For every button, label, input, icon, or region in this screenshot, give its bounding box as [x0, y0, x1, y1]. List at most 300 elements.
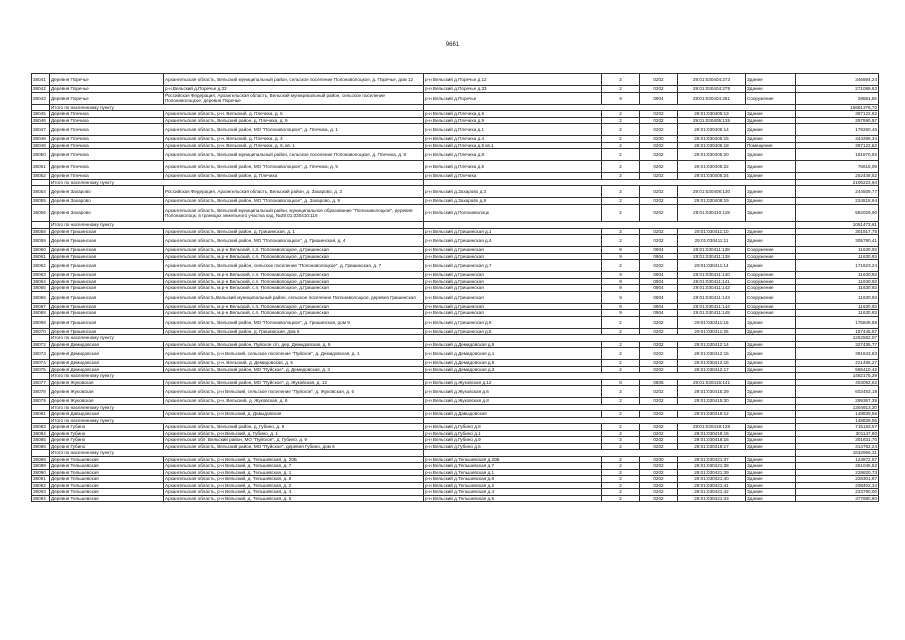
- object-address: Архангельская область, Вельский муниципальный район, сельское поселение Попонаволоцкое, д. Плечиха, д. 8: [164, 149, 424, 161]
- subtotal-label: Итого по населенному пункту: [50, 450, 424, 457]
- object-kind: Здание: [746, 124, 796, 136]
- row-number: 38055: [32, 198, 50, 205]
- settlement-name: Деревня Гришинская: [50, 310, 164, 317]
- code-subgroup: 0202: [640, 198, 678, 205]
- code-group: 2: [602, 328, 640, 335]
- cadastral-value: 565410,42: [796, 366, 879, 373]
- cadastral-value: 76616,09: [796, 161, 879, 173]
- short-address: р-н Вельский д.Гришинская: [424, 285, 602, 292]
- row-number: 38090: [32, 469, 50, 476]
- object-address: Архангельская область, м.р-н Вельский, с.п. Попонаволоцкое, д.Гришинская: [164, 310, 424, 317]
- object-address: Архангельская область,Вельский муниципальный район, сельское поселение Попонаволоцкое, деревня Гришинская: [164, 291, 424, 303]
- code-subgroup: 0202: [640, 476, 678, 483]
- object-kind: Здание: [746, 117, 796, 124]
- table-row: [32, 495, 879, 502]
- settlement-name: Деревня Губино: [50, 443, 164, 450]
- short-address: р-н Вельский д.Гришинская: [424, 303, 602, 310]
- settlement-name: Деревня Гришинская: [50, 253, 164, 260]
- table-row: [32, 92, 879, 104]
- short-address: р-н Вельский д.Плечиха: [424, 173, 602, 180]
- cadastral-value: 11630,93: [796, 272, 879, 279]
- short-address: р-н Вельский д.Гришинская д.7: [424, 260, 602, 272]
- cadastral-value: 176849,58: [796, 316, 879, 328]
- object-address: Архангельская область, Вельский район, д. Гришинская, дом 5: [164, 328, 424, 335]
- subtotal-value: 15891376,70: [796, 104, 879, 111]
- row-number: 38084: [32, 430, 50, 437]
- cadastral-number: 29:01:030421:41: [678, 482, 746, 489]
- code-group: 2: [602, 476, 640, 483]
- cadastral-number: 29:01:030412:15: [678, 348, 746, 360]
- code-group: 2: [602, 204, 640, 222]
- row-number: 38052: [32, 173, 50, 180]
- cadastral-value: 148839,56: [796, 411, 879, 418]
- cadastral-number: 29:01:030412:16: [678, 360, 746, 367]
- object-address: Архангельская область, Вельский район, МО "Пуйское", д. Жуковская, д. 12: [164, 379, 424, 386]
- short-address: р-н Вельский д.Плечиха д.6: [424, 111, 602, 118]
- cadastral-value: 602483,19: [796, 386, 879, 398]
- code-group: 9: [602, 285, 640, 292]
- settlement-name: Деревня Плечиха: [50, 111, 164, 118]
- settlement-name: Деревня Плечиха: [50, 149, 164, 161]
- table-row: [32, 204, 879, 222]
- short-address: р-н Вельский д.Давыдовская: [424, 411, 602, 418]
- row-number: 38073: [32, 348, 50, 360]
- code-group: 2: [602, 86, 640, 93]
- row-number: 38059: [32, 235, 50, 247]
- settlement-name: Деревня Поречье: [50, 92, 164, 104]
- code-subgroup: 0202: [640, 186, 678, 198]
- object-address: Архангельская обл. Вельский район, МО "Пуйское", д. Губино, д. 9: [164, 437, 424, 444]
- code-group: 2: [602, 456, 640, 463]
- code-group: 2: [602, 495, 640, 502]
- cadastral-value: 221485,27: [796, 360, 879, 367]
- object-kind: Здание: [746, 463, 796, 470]
- cadastral-value: 11630,93: [796, 253, 879, 260]
- page-number: 9661: [445, 42, 460, 48]
- object-kind: Здание: [746, 111, 796, 118]
- object-address: Архангельская область, р-н Вельский, д. Давыдовская: [164, 411, 424, 418]
- code-subgroup: 0202: [640, 173, 678, 180]
- code-subgroup: 0202: [640, 430, 678, 437]
- cadastral-number: 29:01:030418:12: [678, 411, 746, 418]
- code-group: 9: [602, 310, 640, 317]
- code-group: 9: [602, 303, 640, 310]
- cadastral-number: 29:01:030418:15: [678, 430, 746, 437]
- settlement-name: Деревня Тельшевская: [50, 482, 164, 489]
- settlement-name: Деревня Гришинская: [50, 235, 164, 247]
- settlement-name: Деревня Гришинская: [50, 247, 164, 254]
- cadastral-number: 29:01:030411:144: [678, 303, 746, 310]
- settlement-name: Деревня Губино: [50, 430, 164, 437]
- cadastral-number: 29:01:030415:29: [678, 386, 746, 398]
- object-kind: Здание: [746, 186, 796, 198]
- subtotal-value: 1304913,20: [796, 404, 879, 411]
- cadastral-value: 171623,24: [796, 260, 879, 272]
- object-kind: Здание: [746, 341, 796, 348]
- code-subgroup: 0202: [640, 161, 678, 173]
- cadastral-number: 29:01:030411:145: [678, 310, 746, 317]
- object-kind: Здание: [746, 482, 796, 489]
- short-address: р-н Вельский д.Гришинская д.1: [424, 228, 602, 235]
- short-address: р-н Вельский д.Плечиха д.5: [424, 161, 602, 173]
- object-kind: Здание: [746, 424, 796, 431]
- code-group: 2: [602, 411, 640, 418]
- object-kind: Здание: [746, 348, 796, 360]
- code-group: 2: [602, 260, 640, 272]
- object-address: Архангельская область, Вельский район, МО "Пуйское", деревня Губино, дом 6: [164, 443, 424, 450]
- row-number: 38050: [32, 149, 50, 161]
- settlement-name: Деревня Тельшевская: [50, 476, 164, 483]
- short-address: р-н Вельский д.Гришинская: [424, 247, 602, 254]
- short-address: р-н Вельский д.Гришинская: [424, 291, 602, 303]
- object-kind: Здание: [746, 161, 796, 173]
- cadastral-number: 29:01:030418:17: [678, 443, 746, 450]
- row-number: 38079: [32, 398, 50, 405]
- object-kind: Здание: [746, 456, 796, 463]
- code-group: 2: [602, 235, 640, 247]
- code-subgroup: 0202: [640, 437, 678, 444]
- settlement-name: Деревня Плечиха: [50, 117, 164, 124]
- settlement-name: Деревня Захарово: [50, 186, 164, 198]
- code-group: 2: [602, 430, 640, 437]
- short-address: р-н Вельский д.Губино д.6: [424, 443, 602, 450]
- cadastral-value: 346894,24: [796, 74, 879, 86]
- short-address: р-н Вельский д.Демидовская д.1: [424, 348, 602, 360]
- short-address: р-н Вельский д.Тельшевская д.5: [424, 495, 602, 502]
- cadastral-value: 157445,57: [796, 328, 879, 335]
- row-number: 38065: [32, 285, 50, 292]
- settlement-name: Деревня Гришинская: [50, 328, 164, 335]
- cadastral-value: 387122,82: [796, 142, 879, 149]
- code-group: 2: [602, 173, 640, 180]
- cadastral-value: 252448,52: [796, 173, 879, 180]
- code-subgroup: 0202: [640, 424, 678, 431]
- table-row: [32, 74, 879, 86]
- code-subgroup: 0904: [640, 310, 678, 317]
- object-kind: Здание: [746, 476, 796, 483]
- object-address: Архангельская область, р-н Вельский, д. Тельшевская, д. 2: [164, 482, 424, 489]
- cadastral-value: 297590,97: [796, 117, 879, 124]
- row-number: 38060: [32, 247, 50, 254]
- cadastral-value: 11630,93: [796, 310, 879, 317]
- cadastral-value: 224518,94: [796, 198, 879, 205]
- object-address: Архангельская область, Вельский район, д. Плечиха, д. 9: [164, 117, 424, 124]
- cadastral-value: 301147,80: [796, 430, 879, 437]
- object-kind: Сооружение: [746, 247, 796, 254]
- cadastral-number: 29:01:030405:18: [678, 142, 746, 149]
- short-address: р-н Вельский д.Плечиха д.9: [424, 117, 602, 124]
- object-kind: Здание: [746, 398, 796, 405]
- code-subgroup: 0202: [640, 86, 678, 93]
- cadastral-number: 29:01:030411:16: [678, 316, 746, 328]
- cadastral-number: 29:01:030412:17: [678, 366, 746, 373]
- subtotal-label: Итого по населенному пункту: [50, 373, 424, 380]
- code-subgroup: 0202: [640, 360, 678, 367]
- settlement-name: Деревня Тельшевская: [50, 456, 164, 463]
- object-kind: Здание: [746, 149, 796, 161]
- code-subgroup: 0202: [640, 260, 678, 272]
- table-row: [32, 291, 879, 303]
- object-kind: Здание: [746, 360, 796, 367]
- code-group: 9: [602, 272, 640, 279]
- settlement-name: Деревня Демидовская: [50, 341, 164, 348]
- code-group: 9: [602, 291, 640, 303]
- code-subgroup: 0904: [640, 247, 678, 254]
- short-address: р-н Вельский д.Тельшевская д.20Б: [424, 456, 602, 463]
- code-group: 2: [602, 437, 640, 444]
- table-row: [32, 386, 879, 398]
- object-address: Архангельская область, Вельский муниципальный район, сельское поселение Попонаволоцкое, д. Поречье, дом 12: [164, 74, 424, 86]
- code-subgroup: 0904: [640, 253, 678, 260]
- settlement-name: Деревня Демидовская: [50, 366, 164, 373]
- cadastral-number: 29:01:030412:14: [678, 341, 746, 348]
- cadastral-number: 29:01:030405:15: [678, 136, 746, 143]
- settlement-name: Деревня Давыдовская: [50, 411, 164, 418]
- short-address: р-н Вельский д.Тельшевская д.7: [424, 463, 602, 470]
- code-subgroup: 0202: [640, 463, 678, 470]
- object-address: Архангельская область, р-н Вельский, д. Тельшевская, д. 4: [164, 489, 424, 496]
- code-subgroup: 0202: [640, 341, 678, 348]
- code-subgroup: 0202: [640, 411, 678, 418]
- cadastral-value: 179260,46: [796, 124, 879, 136]
- cadastral-value: 228820,73: [796, 469, 879, 476]
- short-address: р-н Вельский д.Губино д.1: [424, 430, 602, 437]
- short-address: р-н Вельский д.Гришинская д.5: [424, 328, 602, 335]
- settlement-name: Деревня Жуковская: [50, 379, 164, 386]
- short-address: р-н Вельский д.Гришинская д.4: [424, 235, 602, 247]
- object-address: Архангельская область, р-н Вельский, д. Тельшевская, д. 7: [164, 463, 424, 470]
- short-address: р-н Вельский д.Гришинская д.9: [424, 316, 602, 328]
- object-kind: Сооружение: [746, 310, 796, 317]
- code-group: 2: [602, 198, 640, 205]
- settlement-name: Деревня Плечиха: [50, 142, 164, 149]
- code-subgroup: 0202: [640, 328, 678, 335]
- table-body: [32, 74, 879, 502]
- table-row: [32, 316, 879, 328]
- short-address: р-н Вельский д.Жуковская д.12: [424, 379, 602, 386]
- object-kind: Здание: [746, 136, 796, 143]
- code-group: 2: [602, 463, 640, 470]
- short-address: р-н Вельский д.Тельшевская д.2: [424, 482, 602, 489]
- settlement-name: Деревня Поречье: [50, 86, 164, 93]
- object-address: Архангельская область, м.р-н Вельский, с.п. Попонаволоцкое, д.Гришинская: [164, 247, 424, 254]
- object-kind: Здание: [746, 328, 796, 335]
- object-address: Архангельская область, Вельский район, МО "Пуйское", д. Демидовская, д. 3: [164, 366, 424, 373]
- code-subgroup: 0904: [640, 285, 678, 292]
- cadastral-number: 29:01:030408:19: [678, 198, 746, 205]
- subtotal-label: Итого по населенному пункту: [50, 104, 424, 111]
- object-address: Архангельская область, Вельский район, Пуйское с/п, дер. Демидовская, д. 9: [164, 341, 424, 348]
- code-group: 2: [602, 161, 640, 173]
- settlement-name: Деревня Гришинская: [50, 316, 164, 328]
- code-subgroup: 0200: [640, 136, 678, 143]
- short-address: р-н Вельский д.Демидовская д.3: [424, 366, 602, 373]
- cadastral-number: 29:01:030411:143: [678, 291, 746, 303]
- row-number: 38062: [32, 260, 50, 272]
- cadastral-number: 29:01:030411:140: [678, 272, 746, 279]
- code-group: 2: [602, 228, 640, 235]
- code-subgroup: 0202: [640, 398, 678, 405]
- cadastral-number: 29:01:030421:43: [678, 495, 746, 502]
- code-group: 2: [602, 111, 640, 118]
- code-group: 2: [602, 341, 640, 348]
- code-group: 2: [602, 424, 640, 431]
- object-kind: Здание: [746, 235, 796, 247]
- code-group: 2: [602, 398, 640, 405]
- short-address: р-н Вельский д.Демидовская д.5: [424, 360, 602, 367]
- short-address: р-н Вельский д.Жуковская д.6: [424, 386, 602, 398]
- object-address: Архангельская область, Вельский район, МО "Попонаволоцкое", д. Плечиха, д. 1: [164, 124, 424, 136]
- row-number: 38089: [32, 463, 50, 470]
- cadastral-value: 208402,34: [796, 482, 879, 489]
- row-number: 38049: [32, 142, 50, 149]
- cadastral-value: 271088,83: [796, 86, 879, 93]
- object-address: Российская Федерация, Архангельская область, Вельский район, д. Захарово, д. 3: [164, 186, 424, 198]
- short-address: р-н Вельский д.Губино д.8: [424, 424, 602, 431]
- object-kind: Здание: [746, 379, 796, 386]
- code-subgroup: 0202: [640, 489, 678, 496]
- cadastral-value: 301917,75: [796, 228, 879, 235]
- row-number: 38070: [32, 328, 50, 335]
- row-number: 38046: [32, 117, 50, 124]
- row-number: 38048: [32, 136, 50, 143]
- settlement-name: Деревня Тельшевская: [50, 463, 164, 470]
- object-kind: Сооружение: [746, 92, 796, 104]
- settlement-name: Деревня Плечиха: [50, 136, 164, 143]
- row-number: 38047: [32, 124, 50, 136]
- object-kind: Здание: [746, 443, 796, 450]
- code-subgroup: 0904: [640, 92, 678, 104]
- subtotal-label: Итого по населенному пункту: [50, 179, 424, 186]
- table-row: [32, 235, 879, 247]
- object-address: Архангельская область, р-н Вельский, д. Тельшевская, д. 5: [164, 495, 424, 502]
- code-group: 2: [602, 74, 640, 86]
- object-kind: Здание: [746, 204, 796, 222]
- subtotal-value: 1051473,61: [796, 222, 879, 229]
- object-kind: Здание: [746, 228, 796, 235]
- settlement-name: Деревня Гришинская: [50, 303, 164, 310]
- cadastral-number: 29:01:030411:25: [678, 328, 746, 335]
- cadastral-number: 29:01:030411:138: [678, 247, 746, 254]
- cadastral-number: 29:01:030405:14: [678, 124, 746, 136]
- code-subgroup: 0202: [640, 482, 678, 489]
- object-kind: Здание: [746, 86, 796, 93]
- object-address: Архангельская область, р-н Вельский, д. Тельшевская, д. 8: [164, 476, 424, 483]
- cadastral-value: 181870,92: [796, 149, 879, 161]
- cadastral-value: 28881,56: [796, 92, 879, 104]
- row-number: 38093: [32, 489, 50, 496]
- code-subgroup: 0202: [640, 495, 678, 502]
- code-group: 2: [602, 366, 640, 373]
- object-kind: Здание: [746, 495, 796, 502]
- short-address: р-н Вельский д.Плечиха д.8: [424, 149, 602, 161]
- code-group: 2: [602, 142, 640, 149]
- cadastral-number: 29:01:030411:142: [678, 285, 746, 292]
- subtotal-value: 2106223,94: [796, 179, 879, 186]
- cadastral-value: 251045,52: [796, 463, 879, 470]
- row-number: 38056: [32, 204, 50, 222]
- cadastral-number: 29:01:030405:24: [678, 173, 746, 180]
- subtotal-value: 1632955,31: [796, 450, 879, 457]
- settlement-name: Деревня Тельшевская: [50, 469, 164, 476]
- cadastral-number: 29:01:030421:37: [678, 456, 746, 463]
- object-address: Архангельская область, р-н. Вельский, д. Демидовская, д. 5: [164, 360, 424, 367]
- object-kind: Здание: [746, 386, 796, 398]
- code-subgroup: 0202: [640, 386, 678, 398]
- settlement-name: Деревня Жуковская: [50, 386, 164, 398]
- row-number: 38061: [32, 253, 50, 260]
- settlement-name: Деревня Демидовская: [50, 348, 164, 360]
- cadastral-value: 233790,00: [796, 489, 879, 496]
- row-number: 38051: [32, 161, 50, 173]
- subtotal-value: 1482175,29: [796, 373, 879, 380]
- short-address: р-н Вельский д.Поречье д.12: [424, 74, 602, 86]
- object-address: Архангельская область, р-н. Вельский, д. Плечиха, д. 6, кв. 1: [164, 142, 424, 149]
- cadastral-value: 11630,93: [796, 303, 879, 310]
- object-address: Архангельская область, р-н Вельский, сельское поселение "Пуйское", д. Жуковская, д. 6: [164, 386, 424, 398]
- code-group: 2: [602, 469, 640, 476]
- object-address: Архангельская область, м.р-н Вельский, с.п. Попонаволоцкое, д.Гришинская: [164, 278, 424, 285]
- object-address: Архангельская область, р-н Вельский, д. Тельшевская, д. 1: [164, 469, 424, 476]
- short-address: р-н Вельский д.Гришинская: [424, 272, 602, 279]
- settlement-name: Деревня Гришинская: [50, 285, 164, 292]
- subtotal-label: Итого по населенному пункту: [50, 335, 424, 342]
- cadastral-number: 29:01:030404:261: [678, 92, 746, 104]
- row-number: 38088: [32, 456, 50, 463]
- short-address: р-н Вельский д.Гришинская: [424, 310, 602, 317]
- table-row: [32, 260, 879, 272]
- object-address: Архангельская область, Вельский муниципальный район, муниципальное образование "Попонаволоцкое", деревня Попонаволоцк, в границах земельного участка кад. №29:01:030410:119: [164, 204, 424, 222]
- row-number: 38064: [32, 278, 50, 285]
- cadastral-number: 29:01:030421:40: [678, 476, 746, 483]
- row-number: 38081: [32, 411, 50, 418]
- row-number: 38083: [32, 424, 50, 431]
- code-group: 2: [602, 186, 640, 198]
- code-group: 9: [602, 253, 640, 260]
- code-subgroup: 0202: [640, 469, 678, 476]
- code-subgroup: 0200: [640, 456, 678, 463]
- settlement-name: Деревня Губино: [50, 424, 164, 431]
- row-number: 38072: [32, 341, 50, 348]
- object-kind: Сооружение: [746, 291, 796, 303]
- cadastral-value: 11630,93: [796, 278, 879, 285]
- short-address: р-н Вельский д.Поречье д.33: [424, 86, 602, 93]
- row-number: 38066: [32, 291, 50, 303]
- code-group: 2: [602, 149, 640, 161]
- object-address: Архангельская область, р-н. Вельский, д. Жуковская, д. 8: [164, 398, 424, 405]
- cadastral-number: 29:01:030418:128: [678, 424, 746, 431]
- settlement-name: Деревня Захарово: [50, 198, 164, 205]
- subtotal-label: Итого по населенному пункту: [50, 404, 424, 411]
- table-row: [32, 348, 879, 360]
- settlement-name: Деревня Демидовская: [50, 360, 164, 367]
- object-address: Архангельская область, р-н Вельский, д. Тельшевская, д. 20Б: [164, 456, 424, 463]
- subtotal-value: 148839,56: [796, 417, 879, 424]
- settlement-name: Деревня Гришинская: [50, 278, 164, 285]
- object-address: Архангельская область, р-н. Вельский, д. Плечиха, д. 4: [164, 136, 424, 143]
- object-kind: Здание: [746, 173, 796, 180]
- object-address: Архангельская область, Вельский район, д. Губино, д. 8: [164, 424, 424, 431]
- cadastral-number: 29:01:030405:13: [678, 111, 746, 118]
- cadastral-number: 29:01:030418:16: [678, 437, 746, 444]
- cadastral-number: 29:01:030405:22: [678, 161, 746, 173]
- code-group: 2: [602, 360, 640, 367]
- settlement-name: Деревня Жуковская: [50, 398, 164, 405]
- object-address: Архангельская область, м.р-н Вельский, с.п. Попонаволоцкое, д.Гришинская: [164, 303, 424, 310]
- cadastral-number: 29:01:030411:141: [678, 278, 746, 285]
- subtotal-label: Итого по населенному пункту: [50, 417, 424, 424]
- code-subgroup: 0202: [640, 204, 678, 222]
